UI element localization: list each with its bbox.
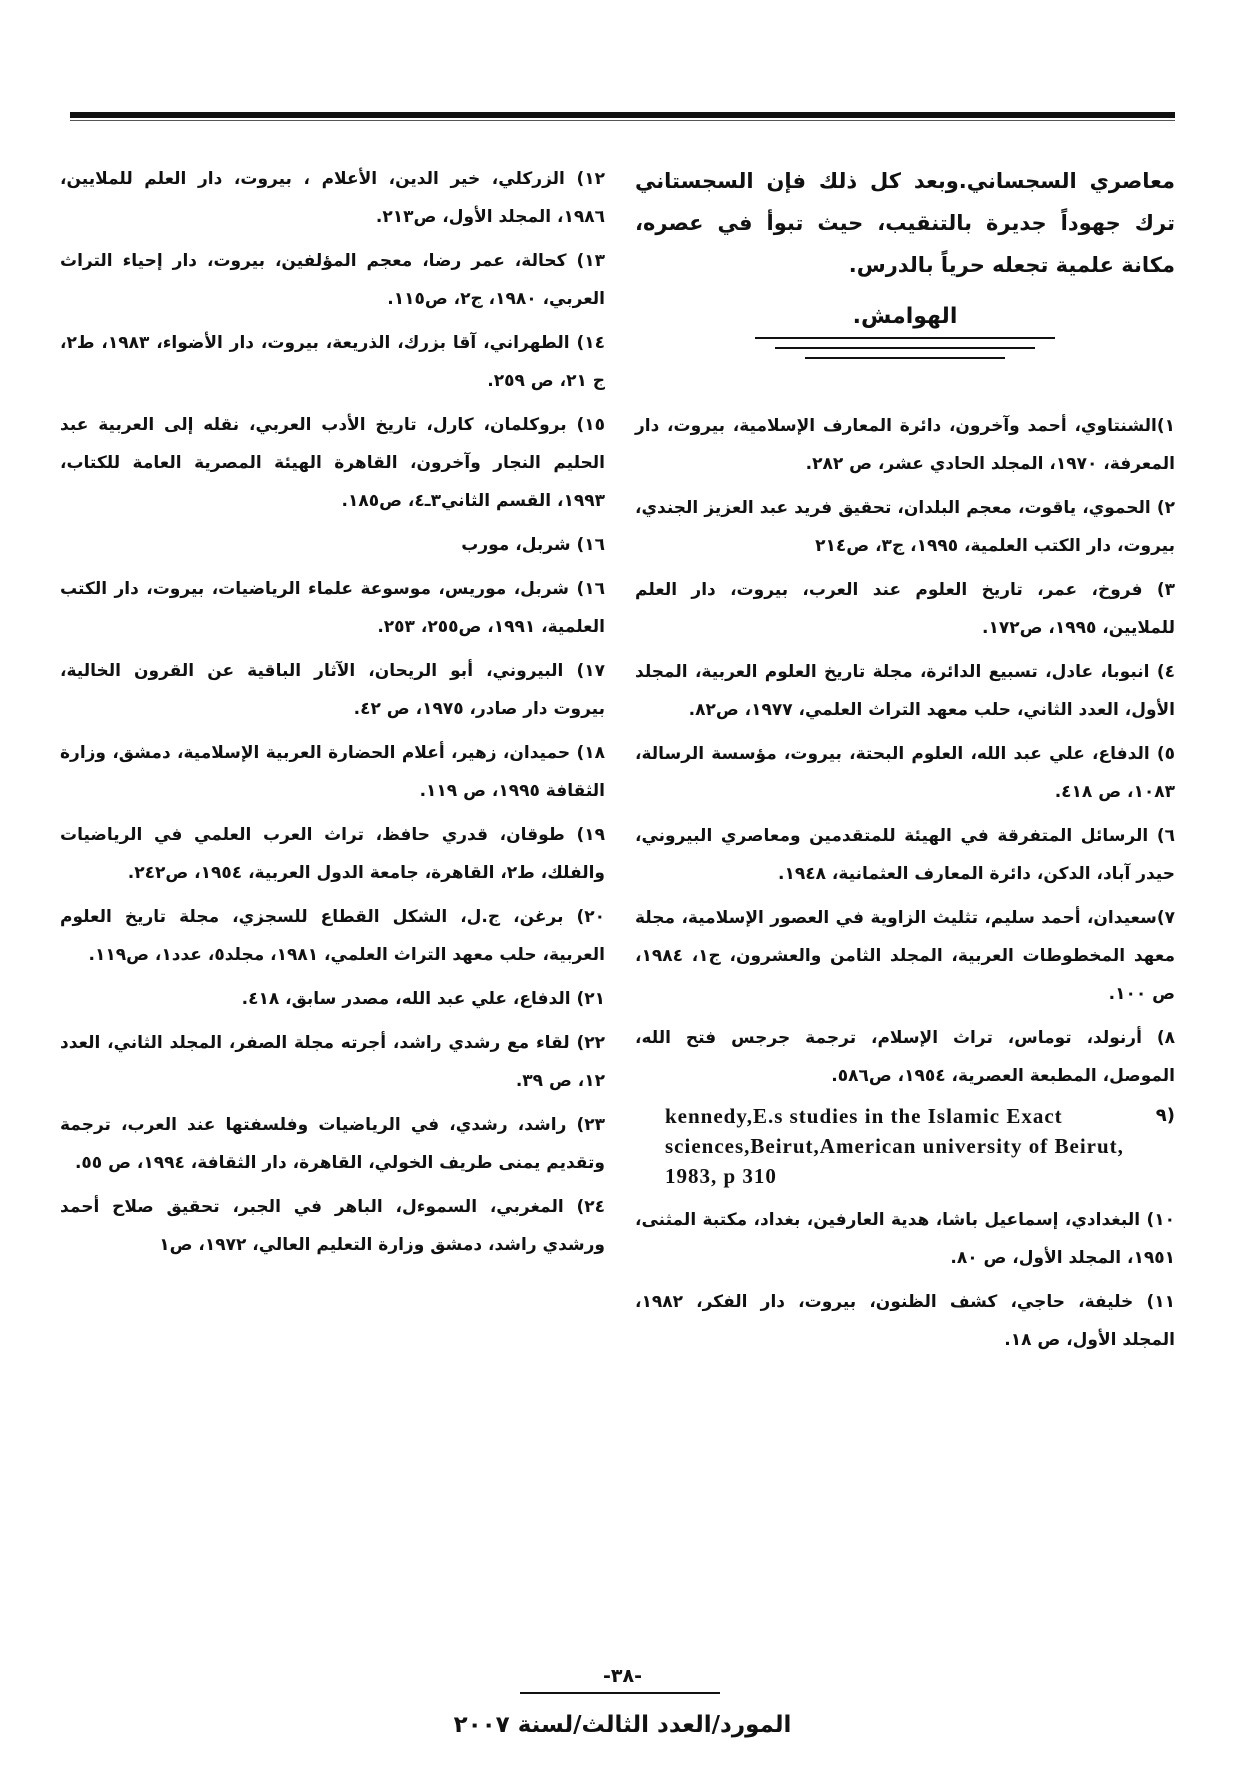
header-rule-thin (70, 120, 1175, 121)
page-number: -٣٨- (603, 1665, 642, 1687)
footnote: ١٨) حميدان، زهير، أعلام الحضارة العربية الإسلامية، دمشق، وزارة الثقافة ١٩٩٥، ص ١١٩. (60, 743, 605, 801)
title-rule-2 (775, 347, 1035, 349)
footnote: ١٣) كحالة، عمر رضا، معجم المؤلفين، بيروت، دار إحياء التراث العربي، ١٩٨٠، ج٢، ص١١٥. (60, 251, 605, 309)
latin-footnote-number: ٩) (1155, 1105, 1175, 1126)
body-paragraph: معاصري السجساني.وبعد كل ذلك فإن السجستاني ترك جهوداً جديرة بالتنقيب، حيث تبوأ في عصره، مكانة علمية تجعله حرياً بالدرس. (635, 169, 1175, 277)
header-rule (70, 112, 1175, 118)
footnote: ٤) انبوبا، عادل، تسبيع الدائرة، مجلة تاريخ العلوم العربية، المجلد الأول، العدد الثاني، حلب معهد التراث العلمي، ١٩٧٧، ص٨٢. (635, 662, 1175, 720)
title-rule-1 (755, 337, 1055, 339)
latin-footnote-text: kennedy,E.s studies in the Islamic Exact sciences,Beirut,American university of Beirut, 1983, p 310 (665, 1104, 1124, 1188)
footnote: ٣) فروخ، عمر، تاريخ العلوم عند العرب، بيروت، دار العلم للملايين، ١٩٩٥، ص١٧٢. (635, 580, 1175, 638)
footnote: ٦) الرسائل المتفرقة في الهيئة للمتقدمين ومعاصري البيروني، حيدر آباد، الدكن، دائرة المعارف العثمانية، ١٩٤٨. (635, 826, 1175, 884)
footnote: ٨) أرنولد، توماس، تراث الإسلام، ترجمة جرجس فتح الله، الموصل، المطبعة العصرية، ١٩٥٤، ص٥٨٦. (635, 1028, 1175, 1086)
journal-footer: المورد/العدد الثالث/لسنة ٢٠٠٧ (453, 1712, 792, 1738)
footnote: ١٦) شربل، مورب (461, 535, 605, 555)
footnote: ١٩) طوقان، قدري حافظ، تراث العرب العلمي في الرياضيات والفلك، ط٢، القاهرة، جامعة الدول العربية، ١٩٥٤، ص٢٤٢. (60, 825, 605, 883)
footnote: ٢١) الدفاع، علي عبد الله، مصدر سابق، ٤١٨. (241, 989, 605, 1009)
footnote: ١٠) البغدادي، إسماعيل باشا، هدية العارفين، بغداد، مكتبة المثنى، ١٩٥١، المجلد الأول، ص ٨٠. (635, 1210, 1175, 1268)
footnote: ١١) خليفة، حاجي، كشف الظنون، بيروت، دار الفكر، ١٩٨٢، المجلد الأول، ص ١٨. (635, 1292, 1175, 1350)
footnotes-title: الهوامش. (852, 304, 958, 329)
title-rule-3 (805, 357, 1005, 359)
footnote: ٧)سعيدان، أحمد سليم، تثليث الزاوية في العصور الإسلامية، مجلة معهد المخطوطات العربية، المجلد الثامن والعشرون، ج١، ١٩٨٤، ص ١٠٠. (635, 908, 1175, 1004)
title-underline (755, 337, 1055, 359)
left-column (60, 160, 605, 1270)
footnote: ١٢) الزركلي، خير الدين، الأعلام ، بيروت، دار العلم للملايين، ١٩٨٦، المجلد الأول، ص٢١٣. (60, 169, 605, 227)
right-footnotes-list (635, 407, 1175, 1095)
footnote: ٢٠) برغن، ج.ل، الشكل القطاع للسجزي، مجلة تاريخ العلوم العربية، حلب معهد التراث العلمي، ١٩٨١، مجلد٥، عدد١، ص١١٩. (60, 907, 605, 965)
footnote: ١٥) بروكلمان، كارل، تاريخ الأدب العربي، نقله إلى العربية عبد الحليم النجار وآخرون، القاهرة الهيئة المصرية العامة للكتاب، ١٩٩٣، القسم الثاني٣ـ٤، ص١٨٥. (60, 415, 605, 511)
left-footnotes-list (60, 160, 605, 1264)
footnote: ٢٣) راشد، رشدي، في الرياضيات وفلسفتها عند العرب، ترجمة وتقديم يمنى طريف الخولي، القاهرة، دار الثقافة، ١٩٩٤، ص ٥٥. (60, 1115, 605, 1173)
footnote: ٢٢) لقاء مع رشدي راشد، أجرته مجلة الصفر، المجلد الثاني، العدد ١٢، ص ٣٩. (60, 1033, 605, 1091)
footnote: ١)الشنتاوي، أحمد وآخرون، دائرة المعارف الإسلامية، بيروت، دار المعرفة، ١٩٧٠، المجلد الحادي عشر، ص ٢٨٢. (635, 416, 1175, 474)
footnote: ٢٤) المغربي، السموءل، الباهر في الجبر، تحقيق صلاح أحمد ورشدي راشد، دمشق وزارة التعليم العالي، ١٩٧٢، ص١ (60, 1197, 605, 1255)
footnote: ١٦) شربل، موريس، موسوعة علماء الرياضيات، بيروت، دار الكتب العلمية، ١٩٩١، ص٢٥٥، ٢٥٣. (60, 579, 605, 637)
footnote: ٢) الحموي، ياقوت، معجم البلدان، تحقيق فريد عبد العزيز الجندي، بيروت، دار الكتب العلمية، ١٩٩٥، ج٣، ص٢١٤ (635, 498, 1175, 556)
right-column (635, 160, 1175, 1365)
latin-footnote (635, 1101, 1175, 1191)
page-number-rule (520, 1692, 720, 1694)
footnote: ١٤) الطهراني، آقا بزرك، الذريعة، بيروت، دار الأضواء، ١٩٨٣، ط٢، ج ٢١، ص ٢٥٩. (60, 333, 605, 391)
right-footnotes-list-continued (635, 1201, 1175, 1359)
footnote: ٥) الدفاع، علي عبد الله، العلوم البحتة، بيروت، مؤسسة الرسالة، ١٠٨٣، ص ٤١٨. (635, 744, 1175, 802)
footnote: ١٧) البيروني، أبو الريحان، الآثار الباقية عن القرون الخالية، بيروت دار صادر، ١٩٧٥، ص ٤٢. (60, 661, 605, 719)
